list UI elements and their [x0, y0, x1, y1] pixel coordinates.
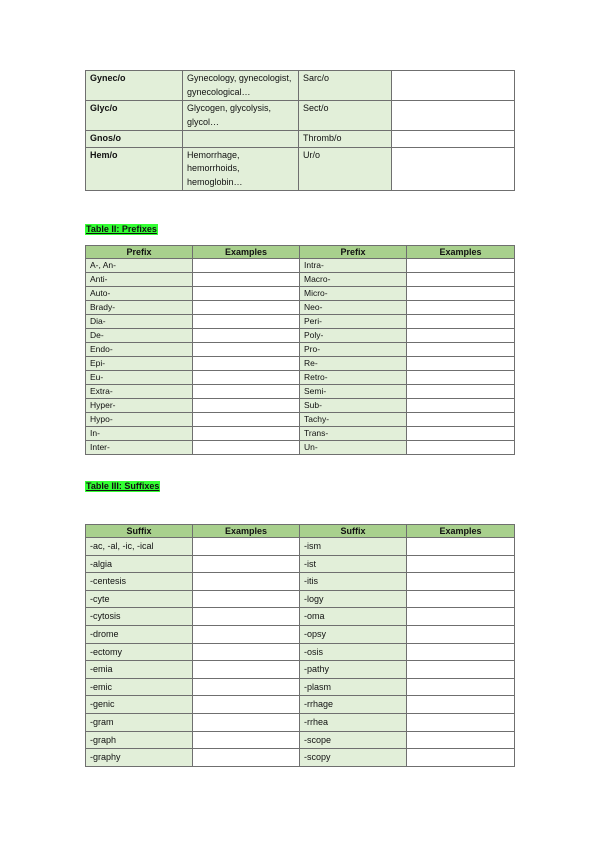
table-row	[86, 357, 515, 371]
column-header: Suffix	[300, 525, 407, 538]
examples-cell	[193, 399, 300, 413]
prefix-cell: Auto-	[86, 287, 193, 301]
examples-cell	[407, 427, 515, 441]
table-row	[86, 301, 515, 315]
suffix-cell: -rrhage	[300, 696, 407, 714]
examples-cell	[193, 538, 300, 556]
suffixes-header-row	[86, 525, 515, 538]
table-row	[86, 259, 515, 273]
examples-cell	[407, 749, 515, 767]
column-header: Examples	[193, 246, 300, 259]
table-row	[86, 101, 515, 131]
examples-cell	[193, 608, 300, 626]
examples-cell	[407, 678, 515, 696]
prefix-cell: Peri-	[300, 315, 407, 329]
table-row	[86, 678, 515, 696]
examples-cell	[193, 329, 300, 343]
examples-cell	[407, 287, 515, 301]
examples-cell	[193, 413, 300, 427]
prefix-cell: Intra-	[300, 259, 407, 273]
suffix-cell: -cyte	[86, 590, 193, 608]
examples-cell	[407, 441, 515, 455]
prefix-cell: Dia-	[86, 315, 193, 329]
examples-cell	[193, 385, 300, 399]
examples-cell	[407, 696, 515, 714]
table-row	[86, 555, 515, 573]
examples-cell: Gynecology, gynecologist, gynecological…	[183, 71, 299, 101]
suffix-cell: -logy	[300, 590, 407, 608]
suffix-cell: -algia	[86, 555, 193, 573]
suffix-cell: -rrhea	[300, 713, 407, 731]
table-row	[86, 731, 515, 749]
examples-cell	[193, 590, 300, 608]
table-row	[86, 538, 515, 556]
table-row	[86, 71, 515, 101]
examples-cell	[407, 413, 515, 427]
examples-cell	[392, 101, 515, 131]
suffix-cell: -graphy	[86, 749, 193, 767]
examples-cell	[193, 273, 300, 287]
column-header: Prefix	[86, 246, 193, 259]
prefixes-table-caption: Table II: Prefixes	[86, 224, 157, 234]
suffix-cell: -ac, -al, -ic, -ical	[86, 538, 193, 556]
table-row	[86, 273, 515, 287]
examples-cell	[407, 329, 515, 343]
prefix-cell: De-	[86, 329, 193, 343]
suffix-cell: -ism	[300, 538, 407, 556]
examples-cell	[407, 273, 515, 287]
column-header: Examples	[193, 525, 300, 538]
column-header: Examples	[407, 525, 515, 538]
prefix-cell: Extra-	[86, 385, 193, 399]
table-row	[86, 696, 515, 714]
examples-cell	[193, 315, 300, 329]
examples-cell	[193, 371, 300, 385]
root-cell: Sarc/o	[299, 71, 392, 101]
prefix-cell: Trans-	[300, 427, 407, 441]
prefix-cell: Brady-	[86, 301, 193, 315]
prefix-cell: Hypo-	[86, 413, 193, 427]
suffix-cell: -ist	[300, 555, 407, 573]
suffixes-table-caption: Table III: Suffixes	[86, 481, 160, 491]
column-header: Prefix	[300, 246, 407, 259]
table-row	[86, 413, 515, 427]
root-cell: Gnos/o	[86, 131, 183, 148]
table-row	[86, 590, 515, 608]
examples-cell	[183, 131, 299, 148]
examples-cell: Hemorrhage, hemorrhoids, hemoglobin…	[183, 147, 299, 191]
examples-cell	[407, 385, 515, 399]
prefix-cell: Poly-	[300, 329, 407, 343]
prefix-cell: Macro-	[300, 273, 407, 287]
examples-cell	[193, 259, 300, 273]
table-row	[86, 427, 515, 441]
examples-cell	[407, 643, 515, 661]
examples-cell	[407, 315, 515, 329]
examples-cell	[407, 713, 515, 731]
examples-cell	[407, 538, 515, 556]
examples-cell	[407, 625, 515, 643]
prefix-cell: Micro-	[300, 287, 407, 301]
examples-cell	[193, 427, 300, 441]
suffix-cell: -emia	[86, 661, 193, 679]
prefix-cell: In-	[86, 427, 193, 441]
prefix-cell: Hyper-	[86, 399, 193, 413]
suffix-cell: -drome	[86, 625, 193, 643]
column-header: Suffix	[86, 525, 193, 538]
suffix-cell: -graph	[86, 731, 193, 749]
table-row	[86, 643, 515, 661]
examples-cell	[407, 573, 515, 591]
suffix-cell: -emic	[86, 678, 193, 696]
prefix-cell: Sub-	[300, 399, 407, 413]
root-cell: Hem/o	[86, 147, 183, 191]
examples-cell	[407, 731, 515, 749]
prefix-cell: Anti-	[86, 273, 193, 287]
table-row	[86, 329, 515, 343]
examples-cell	[193, 343, 300, 357]
root-cell: Glyc/o	[86, 101, 183, 131]
root-cell: Ur/o	[299, 147, 392, 191]
roots-table-continued	[85, 70, 515, 191]
prefix-cell: Tachy-	[300, 413, 407, 427]
examples-cell: Glycogen, glycolysis, glycol…	[183, 101, 299, 131]
suffix-cell: -osis	[300, 643, 407, 661]
prefix-cell: Retro-	[300, 371, 407, 385]
table-row	[86, 385, 515, 399]
examples-cell	[407, 357, 515, 371]
suffix-cell: -cytosis	[86, 608, 193, 626]
prefix-cell: Inter-	[86, 441, 193, 455]
table-row	[86, 147, 515, 191]
prefixes-table	[85, 245, 515, 455]
examples-cell	[193, 661, 300, 679]
suffix-cell: -genic	[86, 696, 193, 714]
prefix-cell: Epi-	[86, 357, 193, 371]
examples-cell	[392, 131, 515, 148]
suffix-cell: -scopy	[300, 749, 407, 767]
table-row	[86, 661, 515, 679]
suffix-cell: -centesis	[86, 573, 193, 591]
suffix-cell: -pathy	[300, 661, 407, 679]
table-row	[86, 608, 515, 626]
prefixes-header-row	[86, 246, 515, 259]
table-row	[86, 371, 515, 385]
examples-cell	[407, 371, 515, 385]
table-row	[86, 287, 515, 301]
table-row	[86, 625, 515, 643]
examples-cell	[407, 301, 515, 315]
examples-cell	[392, 147, 515, 191]
examples-cell	[392, 71, 515, 101]
examples-cell	[193, 625, 300, 643]
table-row	[86, 573, 515, 591]
examples-cell	[407, 608, 515, 626]
suffix-cell: -plasm	[300, 678, 407, 696]
examples-cell	[193, 713, 300, 731]
table-row	[86, 315, 515, 329]
examples-cell	[193, 678, 300, 696]
examples-cell	[407, 399, 515, 413]
prefix-cell: Un-	[300, 441, 407, 455]
prefix-cell: Re-	[300, 357, 407, 371]
suffix-cell: -opsy	[300, 625, 407, 643]
examples-cell	[193, 731, 300, 749]
root-cell: Sect/o	[299, 101, 392, 131]
examples-cell	[193, 643, 300, 661]
column-header: Examples	[407, 246, 515, 259]
examples-cell	[407, 661, 515, 679]
examples-cell	[193, 441, 300, 455]
suffix-cell: -ectomy	[86, 643, 193, 661]
suffix-cell: -itis	[300, 573, 407, 591]
prefix-cell: Eu-	[86, 371, 193, 385]
table-row	[86, 131, 515, 148]
root-cell: Thromb/o	[299, 131, 392, 148]
examples-cell	[193, 749, 300, 767]
table-row	[86, 441, 515, 455]
root-cell: Gynec/o	[86, 71, 183, 101]
prefix-cell: Semi-	[300, 385, 407, 399]
examples-cell	[193, 696, 300, 714]
prefix-cell: Pro-	[300, 343, 407, 357]
examples-cell	[193, 287, 300, 301]
table-row	[86, 749, 515, 767]
examples-cell	[407, 343, 515, 357]
prefix-cell: A-, An-	[86, 259, 193, 273]
suffix-cell: -scope	[300, 731, 407, 749]
prefix-cell: Endo-	[86, 343, 193, 357]
table-row	[86, 713, 515, 731]
suffix-cell: -oma	[300, 608, 407, 626]
examples-cell	[407, 259, 515, 273]
suffix-cell: -gram	[86, 713, 193, 731]
table-row	[86, 399, 515, 413]
table-row	[86, 343, 515, 357]
examples-cell	[193, 555, 300, 573]
examples-cell	[193, 573, 300, 591]
examples-cell	[193, 357, 300, 371]
examples-cell	[407, 555, 515, 573]
prefix-cell: Neo-	[300, 301, 407, 315]
examples-cell	[407, 590, 515, 608]
examples-cell	[193, 301, 300, 315]
suffixes-table	[85, 524, 515, 767]
